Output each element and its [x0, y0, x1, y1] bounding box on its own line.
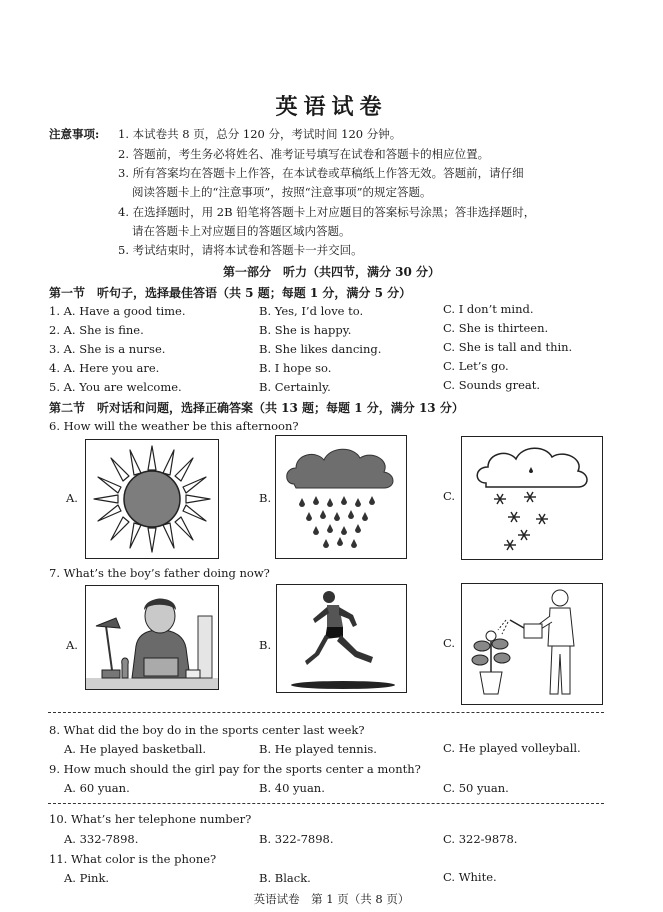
page-title: 英语试卷	[275, 94, 388, 120]
q2-option-b: B. She is happy.	[259, 323, 352, 337]
notice-item-2: 2. 答题前，考生务必将姓名、准考证号填写在试卷和答题卡的相应位置。	[118, 147, 490, 161]
watering-plant-icon	[462, 584, 602, 704]
divider-2	[48, 803, 604, 804]
q9-option-b: B. 40 yuan.	[259, 781, 325, 795]
q8-option-a: A. He played basketball.	[64, 742, 207, 756]
section2-title: 第二节 听对话和问题，选择正确答案（共 13 题；每题 1 分，满分 13 分）	[49, 401, 464, 415]
q9-text: 9. How much should the girl pay for the sports center a month?	[49, 762, 421, 776]
q3-option-a: 3. A. She is a nurse.	[49, 342, 166, 356]
q6-label-a: A.	[66, 491, 78, 505]
sun-icon	[86, 440, 218, 558]
sun-image	[85, 439, 219, 559]
q1-option-c: C. I don’t mind.	[443, 302, 534, 316]
q7-label-b: B.	[259, 638, 272, 652]
q8-option-b: B. He played tennis.	[259, 742, 377, 756]
q1-option-a: 1. A. Have a good time.	[49, 304, 186, 318]
q7-label-a: A.	[66, 638, 78, 652]
q8-option-c: C. He played volleyball.	[443, 741, 581, 755]
snow-image	[461, 436, 603, 560]
q7-text: 7. What’s the boy’s father doing now?	[49, 566, 270, 580]
part1-title: 第一部分 听力（共四节，满分 30 分）	[222, 265, 441, 279]
man-watering-image	[461, 583, 603, 705]
divider-1	[48, 712, 604, 713]
runner-icon	[277, 585, 406, 692]
notice-item-3-cont: 阅读答题卡上的“注意事项”，按照“注意事项”的规定答题。	[132, 185, 432, 199]
page-footer: 英语试卷 第 1 页（共 8 页）	[253, 892, 410, 906]
notice-label: 注意事项:	[49, 127, 100, 141]
rain-image	[275, 435, 407, 559]
rain-cloud-icon	[276, 436, 406, 558]
q10-option-a: A. 332-7898.	[64, 832, 139, 846]
q11-option-c: C. White.	[443, 870, 497, 884]
q5-option-a: 5. A. You are welcome.	[49, 380, 182, 394]
notice-item-3: 3. 所有答案均在答题卡上作答，在本试卷或草稿纸上作答无效。答题前，请仔细	[118, 166, 524, 180]
q3-option-c: C. She is tall and thin.	[443, 340, 573, 354]
notice-item-4-cont: 请在答题卡上对应题目的答题区域内答题。	[132, 224, 351, 238]
q11-option-a: A. Pink.	[64, 871, 110, 885]
q8-text: 8. What did the boy do in the sports center last week?	[49, 723, 365, 737]
q10-option-b: B. 322-7898.	[259, 832, 334, 846]
man-at-laptop-icon	[86, 586, 218, 689]
q4-option-a: 4. A. Here you are.	[49, 361, 160, 375]
q9-option-a: A. 60 yuan.	[64, 781, 130, 795]
q2-option-a: 2. A. She is fine.	[49, 323, 144, 337]
q6-label-b: B.	[259, 491, 272, 505]
q10-option-c: C. 322-9878.	[443, 832, 518, 846]
section1-title: 第一节 听句子，选择最佳答语（共 5 题；每题 1 分，满分 5 分）	[49, 286, 412, 300]
q2-option-c: C. She is thirteen.	[443, 321, 549, 335]
notice-item-1: 1. 本试卷共 8 页，总分 120 分，考试时间 120 分钟。	[118, 127, 402, 141]
q5-option-c: C. Sounds great.	[443, 378, 541, 392]
q11-option-b: B. Black.	[259, 871, 311, 885]
q7-label-c: C.	[443, 636, 456, 650]
q9-option-c: C. 50 yuan.	[443, 781, 509, 795]
notice-item-4: 4. 在选择题时，用 2B 铅笔将答题卡上对应题目的答案标号涂黑；答非选择题时，	[118, 205, 536, 219]
q3-option-b: B. She likes dancing.	[259, 342, 382, 356]
q4-option-c: C. Let’s go.	[443, 359, 509, 373]
snow-cloud-icon	[462, 437, 602, 559]
man-working-image	[85, 585, 219, 690]
q6-text: 6. How will the weather be this afternoon?	[49, 419, 299, 433]
q1-option-b: B. Yes, I’d love to.	[259, 304, 364, 318]
q10-text: 10. What’s her telephone number?	[49, 812, 252, 826]
man-running-image	[276, 584, 407, 693]
q4-option-b: B. I hope so.	[259, 361, 332, 375]
notice-item-5: 5. 考试结束时，请将本试卷和答题卡一并交回。	[118, 243, 363, 257]
q5-option-b: B. Certainly.	[259, 380, 331, 394]
q6-label-c: C.	[443, 489, 456, 503]
q11-text: 11. What color is the phone?	[49, 852, 217, 866]
